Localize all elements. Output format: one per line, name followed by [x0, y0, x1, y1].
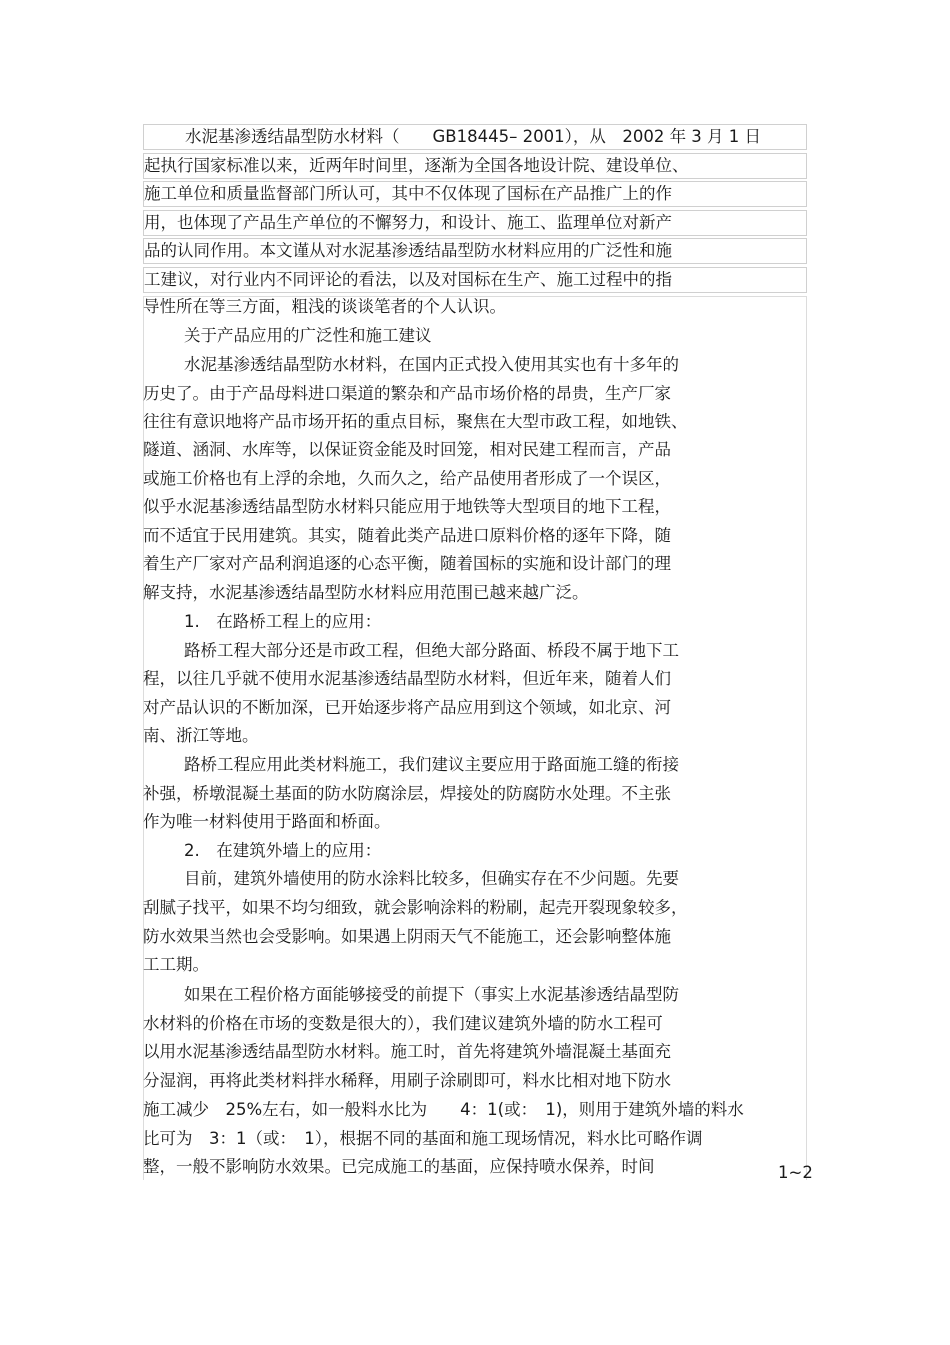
paragraph-line: 分湿润，再将此类材料拌水稀释，用刷子涂刷即可，料水比相对地下防水 [143, 1071, 671, 1090]
paragraph-line: 南、浙江等地。 [143, 726, 259, 745]
paragraph-line: 刮腻子找平，如果不均匀细致，就会影响涂料的粉刷，起壳开裂现象较多， [143, 898, 688, 917]
paragraph-line: 如果在工程价格方面能够接受的前提下（事实上水泥基渗透结晶型防 [184, 985, 679, 1004]
paragraph-line: 比可为 3：1（或： 1），根据不同的基面和施工现场情况，料水比可略作调 [143, 1129, 703, 1148]
section-heading: 2. 在建筑外墙上的应用： [184, 841, 382, 860]
paragraph-line: 水泥基渗透结晶型防水材料，在国内正式投入使用其实也有十多年的 [184, 355, 679, 374]
paragraph-line: 水泥基渗透结晶型防水材料（ GB18445– 2001），从 2002 年 3 月 1 日 [143, 124, 807, 150]
paragraph-line: 路桥工程大部分还是市政工程，但绝大部分路面、桥段不属于地下工 [184, 641, 679, 660]
paragraph-line: 隧道、涵洞、水库等，以保证资金能及时回笼，相对民建工程而言，产品 [143, 440, 671, 459]
paragraph-line: 防水效果当然也会受影响。如果遇上阴雨天气不能施工，还会影响整体施 [143, 927, 671, 946]
paragraph-line: 着生产厂家对产品利润追逐的心态平衡，随着国标的实施和设计部门的理 [143, 554, 671, 573]
paragraph-line: 路桥工程应用此类材料施工，我们建议主要应用于路面施工缝的衔接 [184, 755, 679, 774]
paragraph-line: 施工单位和质量监督部门所认可，其中不仅体现了国标在产品推广上的作 [143, 181, 807, 207]
paragraph-line: 施工减少 25%左右，如一般料水比为 4：1(或： 1)，则用于建筑外墙的料水 [143, 1100, 744, 1119]
paragraph-line: 程，以往几乎就不使用水泥基渗透结晶型防水材料，但近年来，随着人们 [143, 669, 671, 688]
paragraph-line: 起执行国家标准以来，近两年时间里，逐渐为全国各地设计院、建设单位、 [143, 153, 807, 179]
paragraph-line: 目前，建筑外墙使用的防水涂料比较多，但确实存在不少问题。先要 [184, 869, 679, 888]
paragraph-line: 导性所在等三方面，粗浅的谈谈笔者的个人认识。 [143, 297, 506, 316]
paragraph-line: 历史了。由于产品母料进口渠道的繁杂和产品市场价格的昂贵，生产厂家 [143, 384, 671, 403]
section-heading: 关于产品应用的广泛性和施工建议 [184, 326, 432, 345]
paragraph-line: 品的认同作用。本文谨从对水泥基渗透结晶型防水材料应用的广泛性和施 [143, 238, 807, 264]
paragraph-line: 作为唯一材料使用于路面和桥面。 [143, 812, 391, 831]
trailing-text: 1~2 [778, 1163, 813, 1182]
paragraph-line: 而不适宜于民用建筑。其实，随着此类产品进口原料价格的逐年下降，随 [143, 526, 671, 545]
paragraph-line: 工建议，对行业内不同评论的看法，以及对国标在生产、施工过程中的指 [143, 267, 807, 293]
paragraph-line: 对产品认识的不断加深，已开始逐步将产品应用到这个领域，如北京、河 [143, 698, 671, 717]
section-heading: 1. 在路桥工程上的应用： [184, 612, 382, 631]
paragraph-line: 水材料的价格在市场的变数是很大的），我们建议建筑外墙的防水工程可 [143, 1014, 663, 1033]
paragraph-line: 整，一般不影响防水效果。已完成施工的基面，应保持喷水保养，时间 [143, 1157, 655, 1176]
paragraph-line: 工工期。 [143, 955, 209, 974]
paragraph-line: 补强，桥墩混凝土基面的防水防腐涂层，焊接处的防腐防水处理。不主张 [143, 784, 671, 803]
paragraph-line: 似乎水泥基渗透结晶型防水材料只能应用于地铁等大型项目的地下工程， [143, 497, 671, 516]
paragraph-line: 或施工价格也有上浮的余地，久而久之，给产品使用者形成了一个误区， [143, 469, 671, 488]
paragraph-line: 解支持，水泥基渗透结晶型防水材料应用范围已越来越广泛。 [143, 583, 589, 602]
paragraph-line: 往往有意识地将产品市场开拓的重点目标，聚焦在大型市政工程，如地铁、 [143, 412, 688, 431]
paragraph-line: 用，也体现了产品生产单位的不懈努力，和设计、施工、监理单位对新产 [143, 210, 807, 236]
paragraph-line: 以用水泥基渗透结晶型防水材料。施工时，首先将建筑外墙混凝土基面充 [143, 1042, 671, 1061]
